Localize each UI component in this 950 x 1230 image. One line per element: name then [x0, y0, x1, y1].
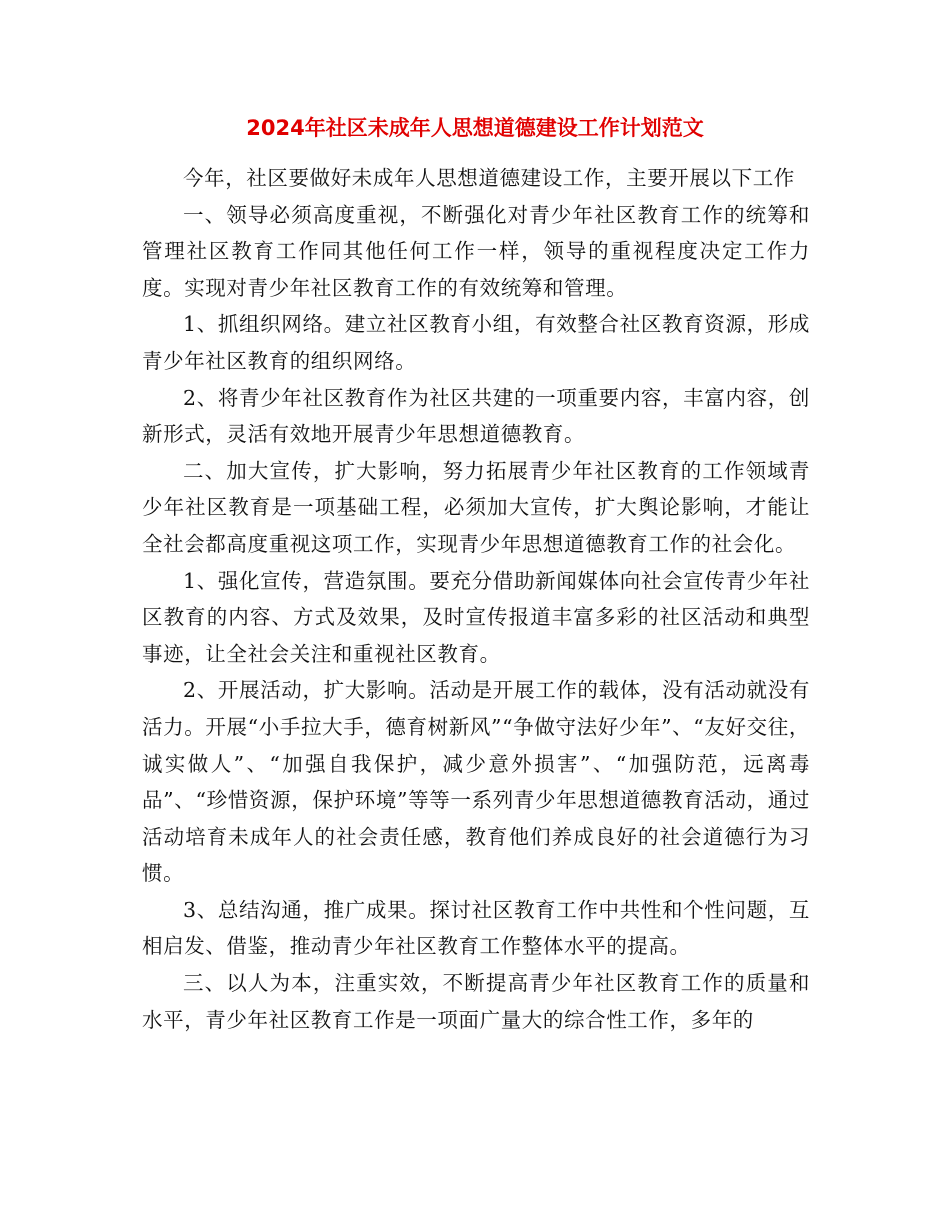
document-title: 2024年社区未成年人思想道德建设工作计划范文 [246, 116, 704, 140]
paragraph-section-3: 三、以人为本，注重实效，不断提高青少年社区教育工作的质量和水平，青少年社区教育工作是一项面广量大的综合性工作，多年的 [142, 971, 810, 1032]
paragraph-item-1-2: 2、将青少年社区教育作为社区共建的一项重要内容，丰富内容，创新形式，灵活有效地开展青少年思想道德教育。 [142, 385, 810, 447]
paragraph-item-2-2: 2、开展活动，扩大影响。活动是开展工作的载体，没有活动就没有活力。开展“小手拉大手，德育树新风”“争做守法好少年”、“友好交往，诚实做人”、“加强自我保护，减少意外损害”、“加强防范，远离毒品”、“珍惜资源，保护环境”等等一系列青少年思想道德教育活动，通过活动培育未成年人的社会责任感，教育他们养成良好的社会道德行为习惯。 [142, 678, 810, 886]
paragraph-section-1: 一、领导必须高度重视，不断强化对青少年社区教育工作的统筹和管理社区教育工作同其他任何工作一样，领导的重视程度决定工作力度。实现对青少年社区教育工作的有效统筹和管理。 [142, 202, 810, 300]
paragraph-item-1-1: 1、抓组织网络。建立社区教育小组，有效整合社区教育资源，形成青少年社区教育的组织网络。 [142, 312, 810, 373]
paragraph-intro: 今年，社区要做好未成年人思想道德建设工作，主要开展以下工作 [183, 166, 795, 190]
paragraph-item-2-3: 3、总结沟通，推广成果。探讨社区教育工作中共性和个性问题，互相启发、借鉴，推动青少年社区教育工作整体水平的提高。 [142, 897, 810, 959]
paragraph-section-2: 二、加大宣传，扩大影响，努力拓展青少年社区教育的工作领域青少年社区教育是一项基础工程，必须加大宣传，扩大舆论影响，才能让全社会都高度重视这项工作，实现青少年思想道德教育工作的社会化。 [142, 458, 810, 556]
document-body [142, 160, 810, 1038]
paragraph-item-2-1: 1、强化宣传，营造氛围。要充分借助新闻媒体向社会宣传青少年社区教育的内容、方式及效果，及时宣传报道丰富多彩的社区活动和典型事迹，让全社会关注和重视社区教育。 [142, 568, 810, 666]
